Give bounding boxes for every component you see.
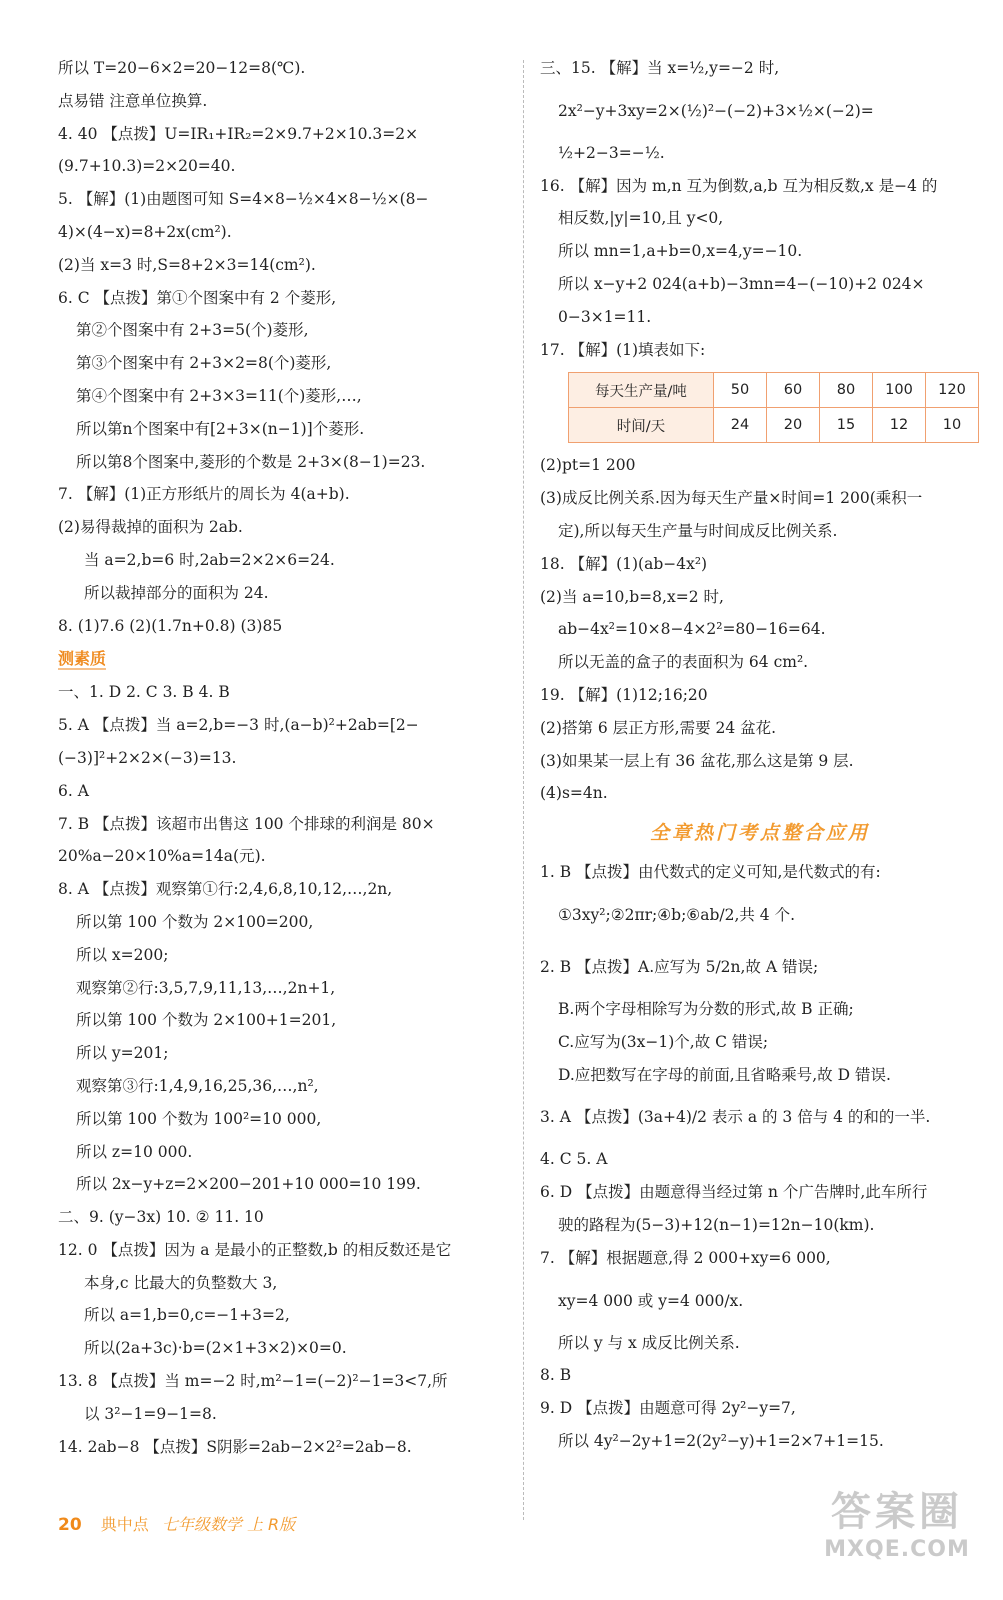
text-line: 所以第8个图案中,菱形的个数是 2+3×(8−1)=23.: [76, 452, 426, 471]
text-line: 本身,c 比最大的负整数大 3,: [84, 1273, 278, 1292]
text-line: 18. 【解】(1)(ab−4x²): [540, 554, 708, 573]
text-line: 4. C 5. A: [540, 1150, 608, 1169]
right-column: [540, 52, 980, 1458]
text-line: D.应把数写在字母的前面,且省略乘号,故 D 错误.: [558, 1065, 891, 1084]
text-line: 一、1. D 2. C 3. B 4. B: [58, 683, 230, 702]
text-line: 所以第 100 个数为 2×100=200,: [76, 912, 314, 931]
text-line: 6. A: [58, 781, 89, 800]
text-line: 12. 0 【点拨】因为 a 是最小的正整数,b 的相反数还是它: [58, 1240, 452, 1259]
text-line: 所以无盖的盒子的表面积为 64 cm².: [558, 653, 809, 672]
text-line: ½+2−3=−½.: [558, 143, 665, 162]
table-cell: 12: [873, 408, 926, 443]
text-line: 所以 a=1,b=0,c=−1+3=2,: [84, 1306, 290, 1325]
text-line: 当 a=2,b=6 时,2ab=2×2×6=24.: [84, 550, 335, 569]
text-line: 20%a−20×10%a=14a(元).: [58, 847, 266, 866]
table-cell: 24: [714, 408, 767, 443]
table-cell: 100: [873, 373, 926, 408]
text-line: (2)搭第 6 层正方形,需要 24 盆花.: [540, 718, 777, 737]
page-number: 20: [58, 1515, 82, 1535]
text-line: ①3xy²;②2πr;④b;⑥ab/2,共 4 个.: [558, 905, 796, 924]
text-line: 0−3×1=11.: [558, 307, 652, 326]
text-line: (2)当 x=3 时,S=8+2×3=14(cm²).: [58, 255, 316, 274]
text-line: 16. 【解】因为 m,n 互为倒数,a,b 互为相反数,x 是−4 的: [540, 176, 938, 195]
text-line: (2)易得裁掉的面积为 2ab.: [58, 518, 243, 537]
table-header: 每天生产量/吨: [569, 373, 714, 408]
text-line: (2)当 a=10,b=8,x=2 时,: [540, 587, 724, 606]
text-line: 7. 【解】(1)正方形纸片的周长为 4(a+b).: [58, 485, 350, 504]
text-line: 13. 8 【点拨】当 m=−2 时,m²−1=(−2)²−1=3<7,所: [58, 1372, 448, 1391]
table-cell: 20: [767, 408, 820, 443]
text-line: 所以 y 与 x 成反比例关系.: [558, 1333, 740, 1352]
text-line: 所以第n个图案中有[2+3×(n−1)]个菱形.: [76, 419, 365, 438]
text-line: 第④个图案中有 2+3×3=11(个)菱形,…,: [76, 386, 362, 405]
section-heading: [58, 642, 506, 676]
table-row: [569, 373, 979, 408]
left-column: [58, 52, 506, 1463]
table-cell: 120: [926, 373, 979, 408]
text-line: 所以 y=201;: [76, 1044, 169, 1063]
text-line: 19. 【解】(1)12;16;20: [540, 685, 708, 704]
text-line: 所以裁掉部分的面积为 24.: [84, 583, 269, 602]
text-line: 三、15. 【解】当 x=½,y=−2 时,: [540, 59, 780, 77]
table-cell: 80: [820, 373, 873, 408]
chapter-banner: 全章热门考点整合应用: [649, 822, 870, 845]
text-line: (3)成反比例关系.因为每天生产量×时间=1 200(乘积一: [540, 489, 923, 508]
text-line: 17. 【解】(1)填表如下:: [540, 340, 706, 359]
text-line: 以 3²−1=9−1=8.: [84, 1404, 217, 1423]
text-line: 驶的路程为(5−3)+12(n−1)=12n−10(km).: [558, 1215, 875, 1234]
production-table: [568, 372, 979, 443]
text-line: 3. A 【点拨】(3a+4)/2 表示 a 的 3 倍与 4 的和的一半.: [540, 1108, 931, 1127]
text-line: (3)如果某一层上有 36 盆花,那么这是第 9 层.: [540, 751, 854, 770]
text-line: 观察第③行:1,4,9,16,25,36,…,n²,: [76, 1076, 319, 1095]
text-line: 所以 2x−y+z=2×200−201+10 000=10 199.: [76, 1175, 421, 1194]
watermark: [812, 1480, 982, 1580]
text-line: 5. A 【点拨】当 a=2,b=−3 时,(a−b)²+2ab=[2−: [58, 716, 419, 735]
text-line: 所以 z=10 000.: [76, 1142, 193, 1161]
text-line: C.应写为(3x−1)个,故 C 错误;: [558, 1032, 769, 1051]
text-line: ab−4x²=10×8−4×2²=80−16=64.: [558, 620, 826, 639]
text-line: B.两个字母相除写为分数的形式,故 B 正确;: [558, 999, 854, 1018]
table-cell: 60: [767, 373, 820, 408]
text-line: (4)s=4n.: [540, 784, 608, 803]
text-line: 所以第 100 个数为 2×100+1=201,: [76, 1011, 337, 1030]
table-cell: 10: [926, 408, 979, 443]
text-line: 所以 x=200;: [76, 945, 169, 964]
text-line: 6. C 【点拨】第①个图案中有 2 个菱形,: [58, 288, 337, 307]
text-line: 14. 2ab−8 【点拨】S阴影=2ab−2×2²=2ab−8.: [58, 1437, 412, 1456]
text-line: 2. B 【点拨】A.应写为 5/2n,故 A 错误;: [540, 957, 819, 976]
text-line: 9. D 【点拨】由题意可得 2y²−y=7,: [540, 1399, 796, 1418]
text-line: 所以 4y²−2y+1=2(2y²−y)+1=2×7+1=15.: [558, 1431, 884, 1450]
text-line: 7. B 【点拨】该超市出售这 100 个排球的利润是 80×: [58, 814, 435, 833]
text-line: 8. B: [540, 1366, 572, 1385]
page-footer: [58, 1512, 295, 1535]
subject-label: 七年级数学 上 R版: [161, 1515, 296, 1534]
section-title: 测素质: [58, 649, 107, 669]
table-header: 时间/天: [569, 408, 714, 443]
watermark-logo: 答案圈: [831, 1489, 963, 1535]
table-row: [569, 408, 979, 443]
text-line: 6. D 【点拨】由题意得当经过第 n 个广告牌时,此车所行: [540, 1183, 928, 1202]
text-line: 定),所以每天生产量与时间成反比例关系.: [558, 521, 838, 540]
text-line: 1. B 【点拨】由代数式的定义可知,是代数式的有:: [540, 863, 881, 882]
text-line: (2)pt=1 200: [540, 456, 636, 475]
text-line: 所以 x−y+2 024(a+b)−3mn=4−(−10)+2 024×: [558, 274, 925, 293]
watermark-url: MXQE.COM: [824, 1537, 970, 1562]
text-line: 7. 【解】根据题意,得 2 000+xy=6 000,: [540, 1248, 831, 1267]
text-line: 4. 40 【点拨】U=IR₁+IR₂=2×9.7+2×10.3=2×: [58, 124, 419, 143]
column-divider: [523, 60, 524, 1520]
text-line: 第②个图案中有 2+3=5(个)菱形,: [76, 321, 309, 340]
brand-logo: 典中点: [100, 1515, 149, 1534]
text-line: 所以 T=20−6×2=20−12=8(℃).: [58, 59, 306, 77]
text-line: 相反数,|y|=10,且 y<0,: [558, 209, 724, 228]
table-cell: 15: [820, 408, 873, 443]
text-line: 所以(2a+3c)·b=(2×1+3×2)×0=0.: [84, 1339, 347, 1358]
text-line: (9.7+10.3)=2×20=40.: [58, 157, 236, 176]
text-line: 观察第②行:3,5,7,9,11,13,…,2n+1,: [76, 978, 336, 997]
text-line: 所以 mn=1,a+b=0,x=4,y=−10.: [558, 242, 803, 261]
text-line: 所以第 100 个数为 100²=10 000,: [76, 1109, 322, 1128]
text-line: 8. (1)7.6 (2)(1.7n+0.8) (3)85: [58, 616, 283, 635]
text-line: 2x²−y+3xy=2×(½)²−(−2)+3×½×(−2)=: [558, 101, 874, 120]
text-line: 5. 【解】(1)由题图可知 S=4×8−½×4×8−½×(8−: [58, 190, 429, 209]
text-line: 二、9. (y−3x) 10. ② 11. 10: [58, 1208, 264, 1227]
text-line: 8. A 【点拨】观察第①行:2,4,6,8,10,12,…,2n,: [58, 880, 393, 899]
text-line: 第③个图案中有 2+3×2=8(个)菱形,: [76, 354, 332, 373]
table-cell: 50: [714, 373, 767, 408]
error-note: 点易错 注意单位换算.: [58, 91, 208, 110]
text-line: 4)×(4−x)=8+2x(cm²).: [58, 222, 232, 241]
text-line: xy=4 000 或 y=4 000/x.: [558, 1291, 744, 1310]
text-line: (−3)]²+2×2×(−3)=13.: [58, 748, 237, 767]
